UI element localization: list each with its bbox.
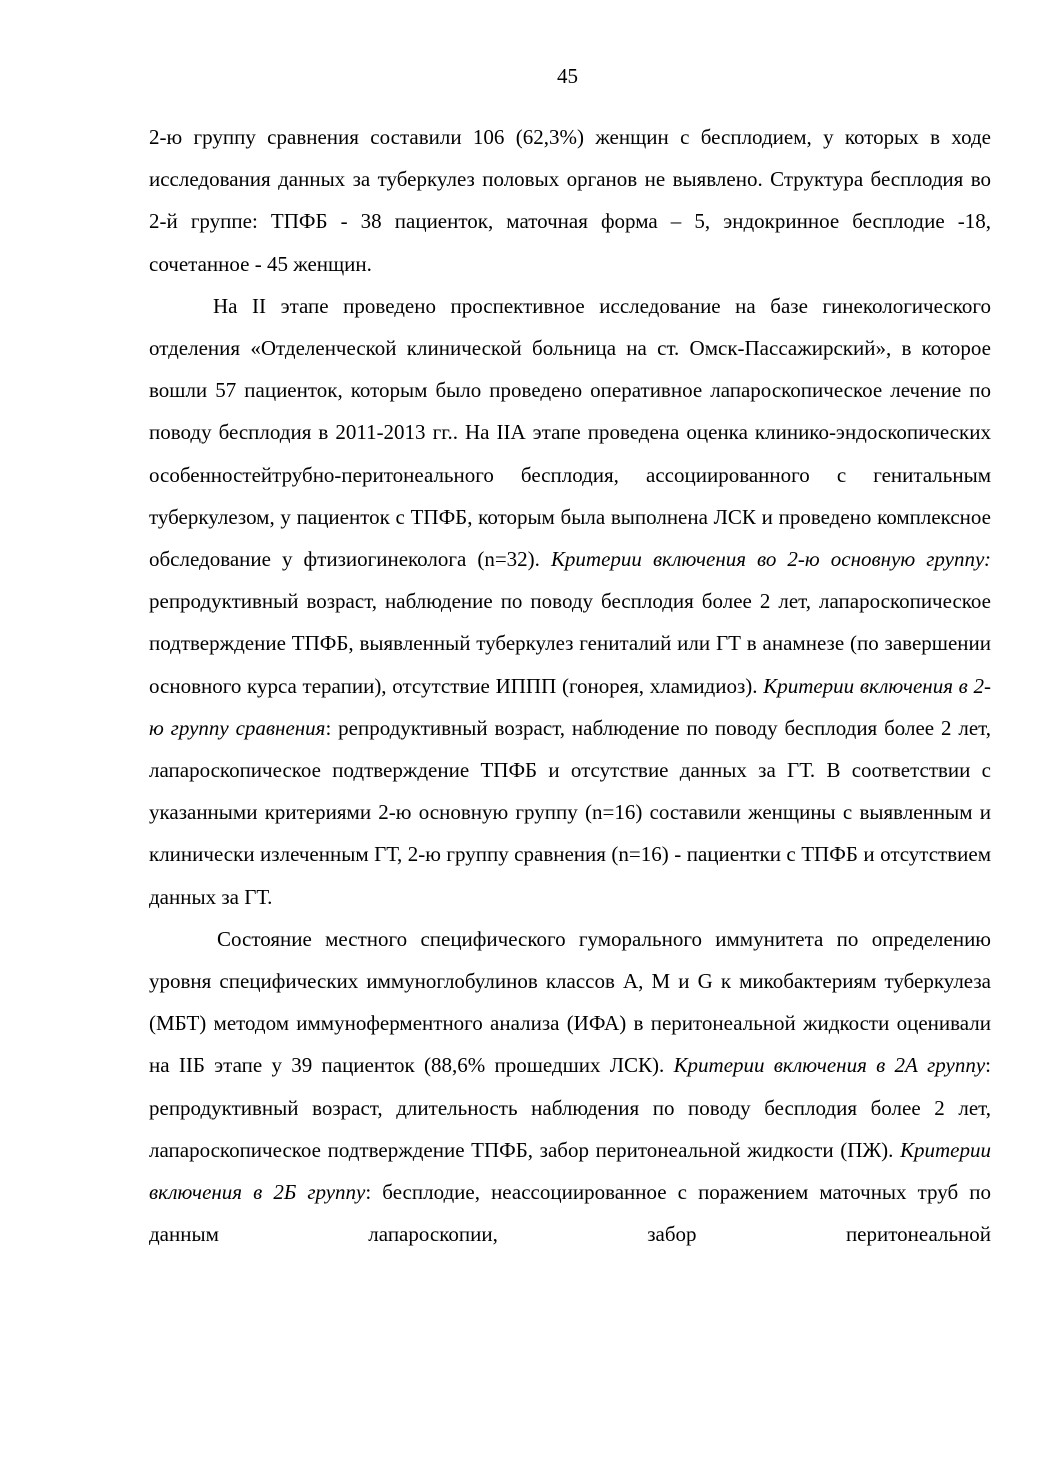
paragraph-text: На II этапе проведено проспективное исследование на базе гинекологического отделения «Отделенческой клинической больница на ст. Омск-Пассажирский», в которое вошли 57 пациенток, которым было проведено оперативное лапароскопическое лечение по поводу бесплодия в 2011-2013 гг.. На IIА этапе проведена оценка клинико-эндоскопических особенностейтрубно-перитонеального бесплодия, ассоциированного с генитальным туберкулезом, у пациенток с ТПФБ, которым была выполнена ЛСК и проведено комплексное обследование у фтизиогинеколога (n=32). (149, 293, 991, 572)
document-body (149, 116, 991, 1255)
italic-criteria-group-2b: Критерии включения в 2Б группу (149, 1137, 991, 1205)
paragraph-text: : репродуктивный возраст, наблюдение по поводу бесплодия более 2 лет, лапароскопическое подтверждение ТПФБ и отсутствие данных за ГТ. В соответствии с указанными критериями 2-ю основную группу (n=16) составили женщины с выявленным и клинически излеченным ГТ, 2-ю группу сравнения (n=16) - пациентки с ТПФБ и отсутствием данных за ГТ. (149, 715, 991, 909)
paragraph-text: : репродуктивный возраст, длительность наблюдения по поводу бесплодия более 2 лет, лапароскопическое подтверждение ТПФБ, забор перитонеальной жидкости (ПЖ). (149, 1053, 992, 1162)
italic-criteria-comparison-group: Критерии включения в 2-ю группу сравнения (149, 673, 991, 740)
paragraph-text: : бесплодие, неассоциированное с поражением маточных труб по данным лапароскопии, забор перитонеальной (149, 1180, 992, 1247)
paragraph-group-2-comparison (149, 116, 991, 285)
page-number: 45 (557, 64, 578, 88)
italic-criteria-group-2a: Критерии включения в 2А группу (673, 1053, 986, 1078)
paragraph-stage-ii (149, 285, 991, 918)
paragraph-text: 2-ю группу сравнения составили 106 (62,3%) женщин с бесплодием, у которых в ходе исследования данных за туберкулез половых органов не выявлено. Структура бесплодия во 2-й группе: ТПФБ - 38 пациенток, маточная форма – 5, эндокринное бесплодие -18, сочетанное - 45 женщин. (149, 125, 991, 276)
paragraph-immunity (149, 918, 991, 1256)
paragraph-text: репродуктивный возраст, наблюдение по поводу бесплодия более 2 лет, лапароскопическое подтверждение ТПФБ, выявленный туберкулез гениталий или ГТ в анамнезе (по завершении основного курса терапии), отсутствие ИППП (гонорея, хламидиоз). (149, 589, 991, 698)
paragraph-text: Состояние местного специфического гуморального иммунитета по определению уровня специфических иммуноглобулинов классов А, М и G к микобактериям туберкулеза (МБТ) методом иммуноферментного анализа (ИФА) в перитонеальной жидкости оценивали на IIБ этапе у 39 пациенток (88,6% прошедших ЛСК). (149, 926, 991, 1078)
italic-criteria-main-group: Критерии включения во 2-ю основную группу: (550, 547, 991, 572)
